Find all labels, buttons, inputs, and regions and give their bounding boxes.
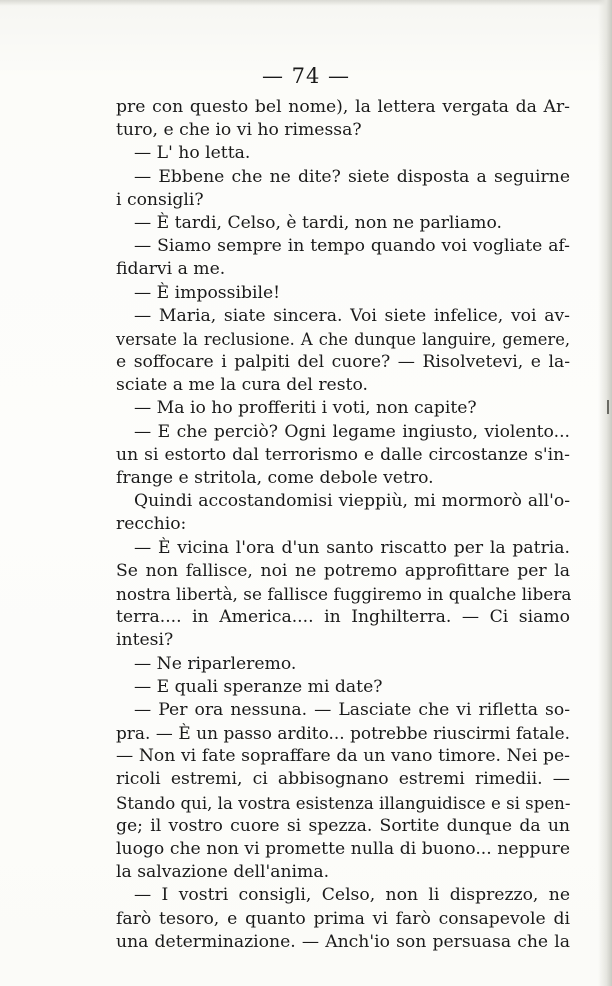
text-line: — E che perciò? Ogni legame ingiusto, violento... bbox=[134, 421, 570, 442]
page-number: — 74 — bbox=[261, 64, 351, 88]
text-line: — È tardi, Celso, è tardi, non ne parliamo. bbox=[134, 212, 502, 233]
text-line: Quindi accostandomisi vieppiù, mi mormorò all'o- bbox=[134, 491, 570, 512]
text-line: turo, e che io vi ho rimessa? bbox=[116, 120, 362, 141]
text-line: la salvazione dell'anima. bbox=[116, 862, 330, 883]
text-line: ricoli estremi, ci abbisognano estremi rimedii. — bbox=[116, 769, 570, 790]
text-line: fidarvi a me. bbox=[116, 259, 226, 280]
text-line: una determinazione. — Anch'io son persuasa che la bbox=[116, 931, 570, 952]
text-line: frange e stritola, come debole vetro. bbox=[116, 468, 434, 488]
text-line: un si estorto dal terrorismo e dalle circostanze s'in- bbox=[116, 444, 570, 465]
text-line: pre con questo bel nome), la lettera vergata da Ar- bbox=[116, 97, 570, 117]
edge-mark bbox=[607, 400, 609, 414]
text-line: — Ebbene che ne dite? siete disposta a seguirne bbox=[134, 166, 570, 187]
text-line: recchio: bbox=[116, 514, 187, 535]
body-text bbox=[116, 96, 570, 954]
text-line: i consigli? bbox=[116, 189, 204, 210]
page-right-edge bbox=[598, 0, 612, 986]
text-line: terra.... in America.... in Inghilterra. — Ci siamo bbox=[116, 607, 570, 628]
text-line: — Per ora nessuna. — Lasciate che vi rifletta so- bbox=[134, 699, 570, 720]
text-line: e soffocare i palpiti del cuore? — Risolvetevi, e la- bbox=[116, 352, 570, 373]
page-top-shadow bbox=[0, 0, 612, 6]
text-line: Stando qui, la vostra esistenza illanguidisce e si spen- bbox=[116, 793, 571, 813]
text-line: nostra libertà, se fallisce fuggiremo in qualche libera bbox=[116, 583, 572, 604]
text-line: — I vostri consigli, Celso, non li disprezzo, ne bbox=[134, 885, 570, 906]
text-line: versate la reclusione. A che dunque languire, gemere, bbox=[116, 329, 570, 349]
text-line: — Ne riparleremo. bbox=[134, 653, 297, 674]
text-line: — Maria, siate sincera. Voi siete infelice, voi av- bbox=[134, 305, 570, 326]
text-line: pra. — È un passo ardito... potrebbe riuscirmi fatale. bbox=[116, 723, 570, 744]
text-line: — Non vi fate sopraffare da un vano timore. Nei pe- bbox=[116, 746, 570, 767]
text-line: — Ma io ho profferiti i voti, non capite? bbox=[134, 398, 477, 419]
text-line: ge; il vostro cuore si spezza. Sortite dunque da un bbox=[116, 815, 570, 836]
text-line: farò tesoro, e quanto prima vi farò consapevole di bbox=[116, 908, 570, 929]
text-line: — Siamo sempre in tempo quando voi vogliate af- bbox=[134, 236, 570, 257]
text-line: — L' ho letta. bbox=[134, 143, 251, 164]
text-line: Se non fallisce, noi ne potremo approfittare per la bbox=[116, 560, 570, 581]
text-line: luogo che non vi promette nulla di buono... neppure bbox=[116, 839, 570, 859]
text-line: — È vicina l'ora d'un santo riscatto per la patria. bbox=[134, 537, 570, 558]
text-line: — È impossibile! bbox=[134, 282, 281, 303]
text-line: sciate a me la cura del resto. bbox=[116, 375, 368, 396]
text-line: — E quali speranze mi date? bbox=[134, 676, 383, 697]
text-line: intesi? bbox=[116, 630, 174, 651]
